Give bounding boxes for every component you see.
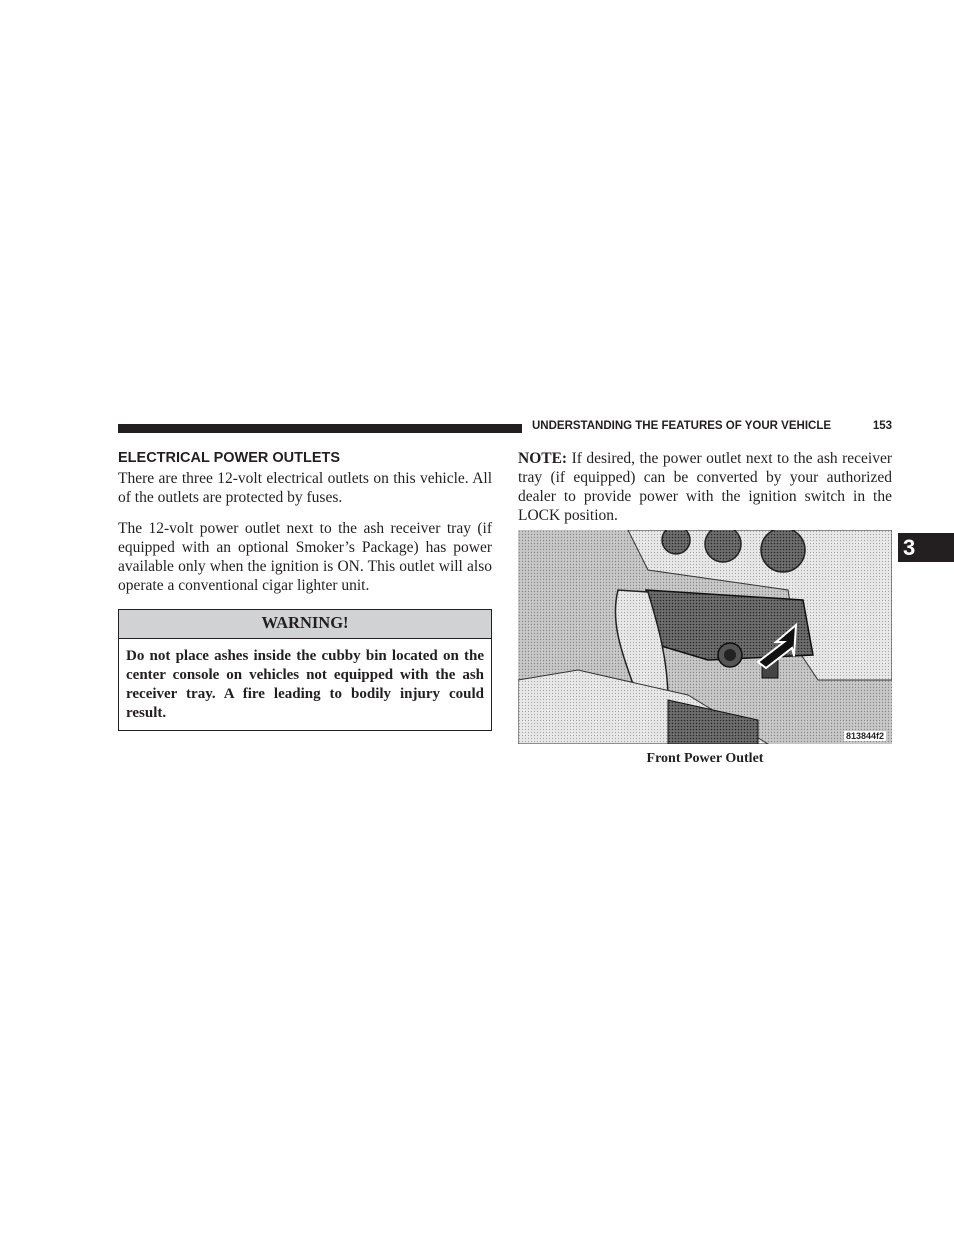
figure-code: 813844f2 xyxy=(845,731,884,741)
left-column xyxy=(118,449,492,731)
section-heading: ELECTRICAL POWER OUTLETS xyxy=(118,450,341,466)
warning-box xyxy=(118,609,492,731)
note-text: If desired, the power outlet next to the ash receiver tray (if equipped) can be converted by your authorized dealer to provide power with the ignition switch in the LOCK position. xyxy=(518,450,892,524)
note-label: NOTE: xyxy=(518,450,568,467)
running-header xyxy=(532,420,892,432)
page-number: 153 xyxy=(872,420,892,432)
figure-caption: Front Power Outlet xyxy=(646,751,764,766)
chapter-tab: 3 xyxy=(898,533,954,562)
note-paragraph xyxy=(518,449,892,525)
right-column xyxy=(518,449,892,767)
warning-title: WARNING! xyxy=(119,610,491,639)
paragraph-outlets-intro: There are three 12-volt electrical outlets on this vehicle. All of the outlets are protected by fuses. xyxy=(118,470,492,506)
console-drawing xyxy=(518,530,892,744)
paragraph-ash-tray-outlet: The 12-volt power outlet next to the ash receiver tray (if equipped with an optional Smoker’s Package) has power available only when the ignition is ON. This outlet will also operate a conventional cigar lighter unit. xyxy=(118,520,492,594)
warning-body: Do not place ashes inside the cubby bin located on the center console on vehicles not equipped with the ash receiver tray. A fire leading to bodily injury could result. xyxy=(126,648,484,721)
front-power-outlet-illustration xyxy=(518,530,892,744)
header-section-title: UNDERSTANDING THE FEATURES OF YOUR VEHICLE xyxy=(532,420,832,432)
header-rule xyxy=(118,424,522,433)
